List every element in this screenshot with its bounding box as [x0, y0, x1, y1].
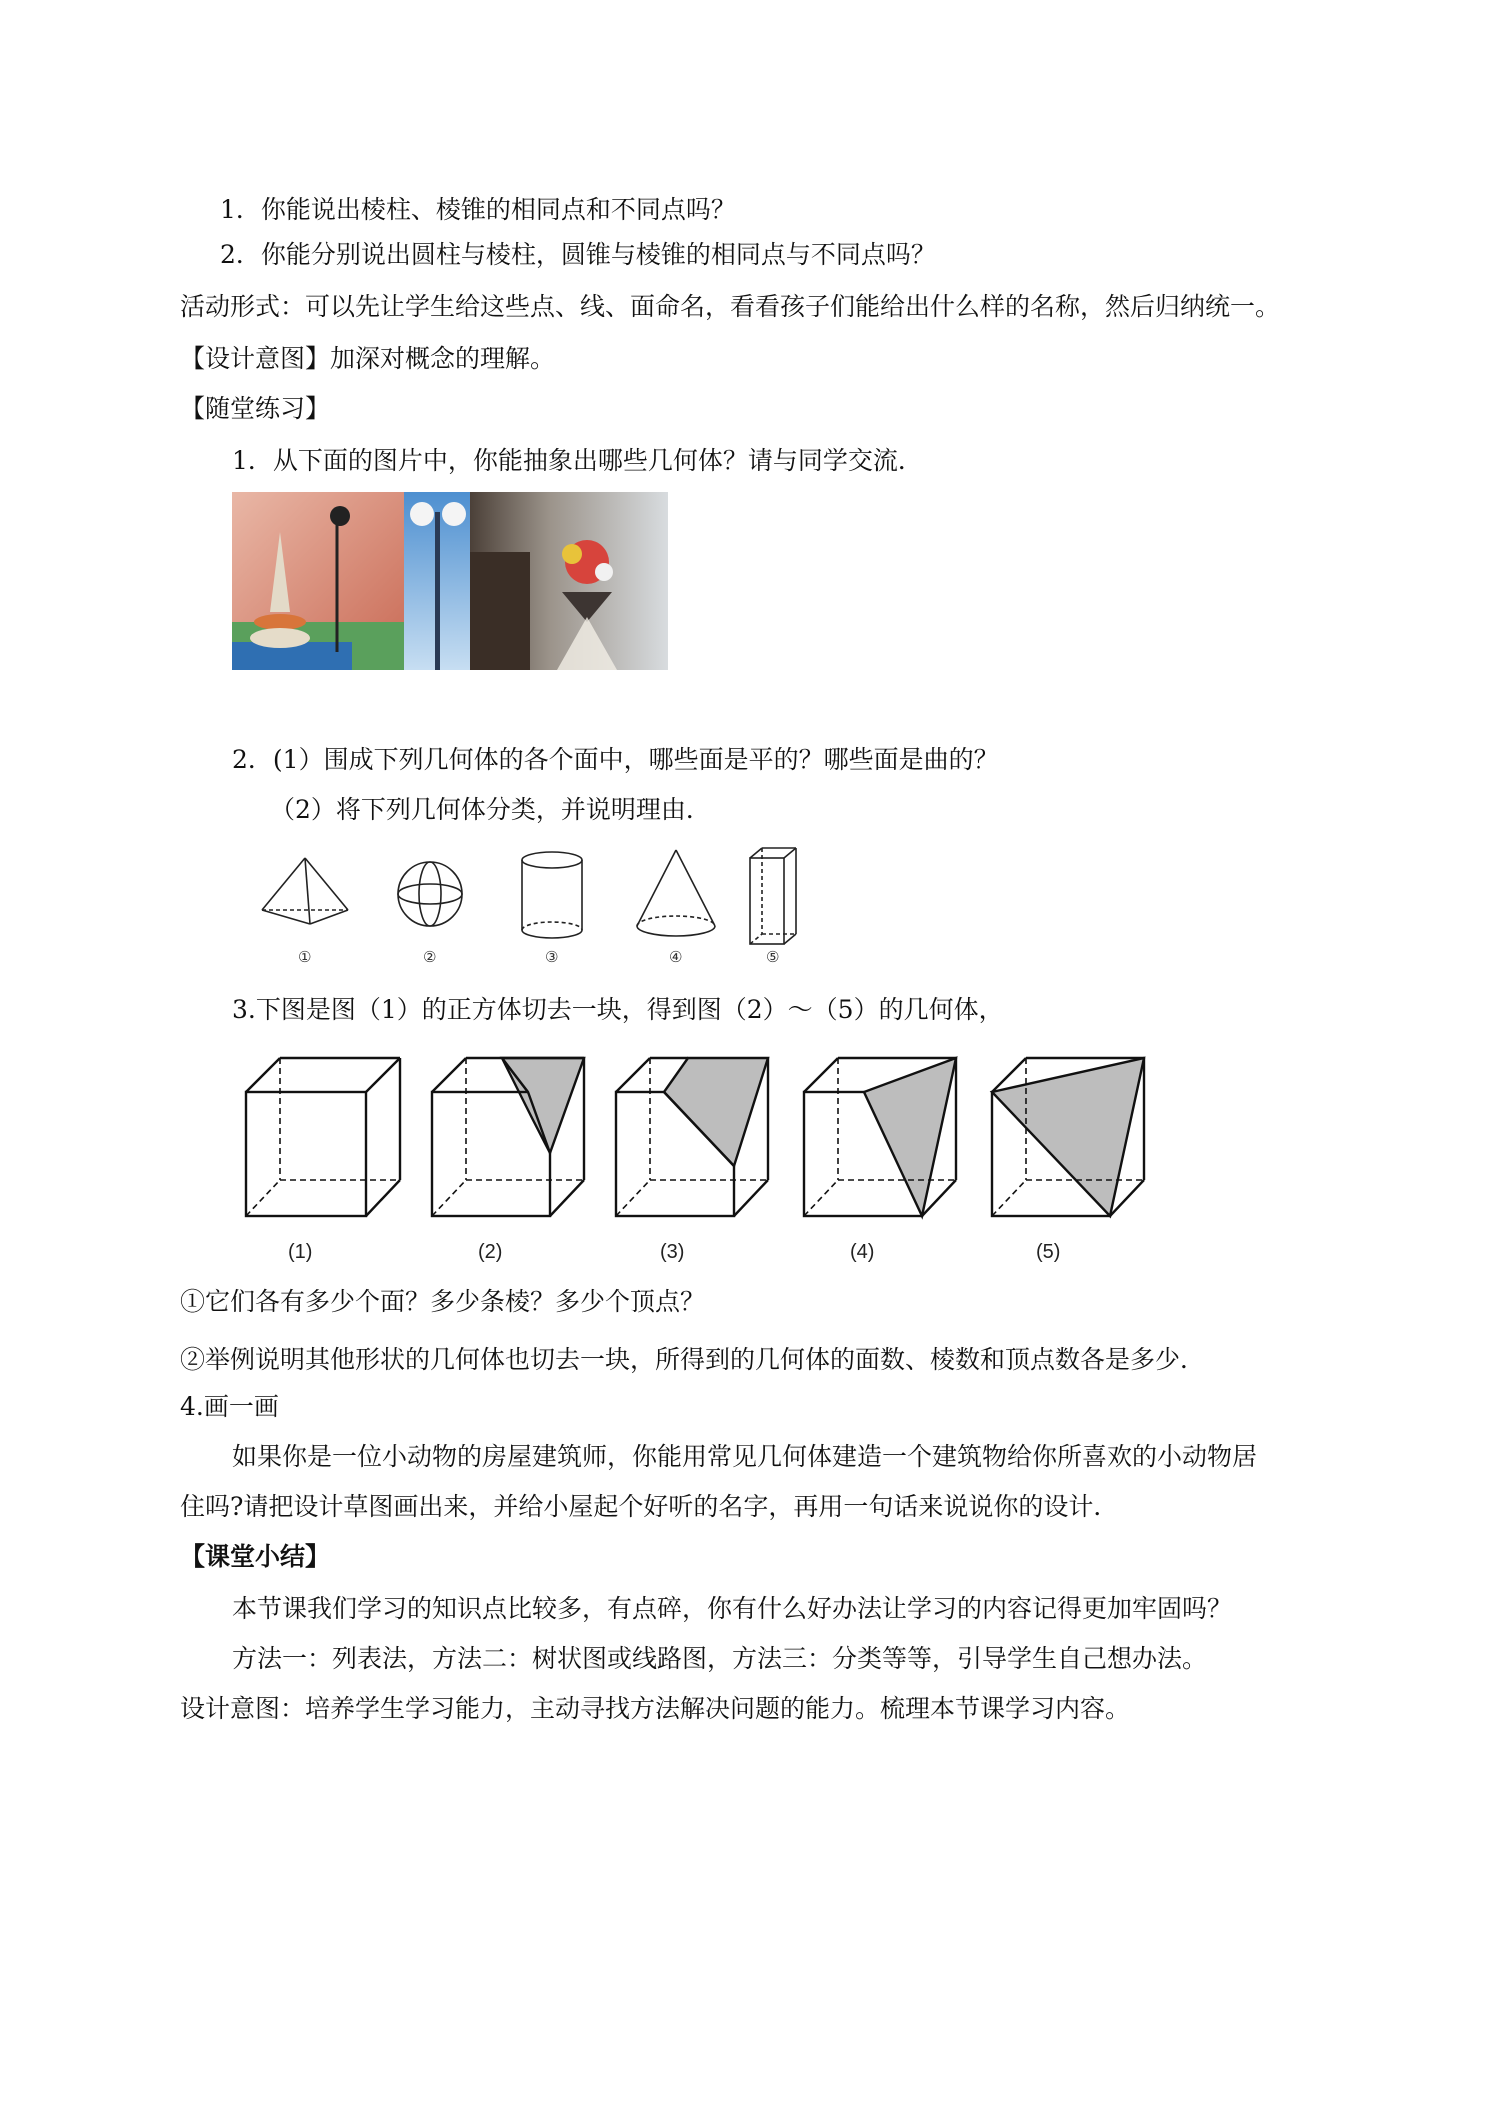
cube-5 — [992, 1058, 1144, 1216]
pyramid-solid — [262, 858, 348, 924]
activity-text: 活动形式：可以先让学生给这些点、线、面命名，看看孩子们能给出什么样的名称，然后归纳统一。 — [180, 292, 1281, 321]
practice-3: 3.下图是图（1）的正方体切去一块，得到图（2）～（5）的几何体， — [232, 995, 1004, 1024]
practice-1: 1．从下面的图片中，你能抽象出哪些几何体？请与同学交流． — [232, 446, 923, 475]
question-2: 2．你能分别说出圆柱与棱柱，圆锥与棱锥的相同点与不同点吗？ — [220, 240, 936, 269]
solid-label-5: ⑤ — [766, 948, 780, 966]
summary-header: 【课堂小结】 — [180, 1542, 331, 1571]
practice-4-title: 4.画一画 — [180, 1392, 279, 1421]
design-intent-1: 【设计意图】加深对概念的理解。 — [180, 344, 556, 373]
cube-label-5: (5) — [1036, 1241, 1061, 1263]
summary-text-1: 本节课我们学习的知识点比较多，有点碎，你有什么好办法让学习的内容记得更加牢固吗？ — [232, 1594, 1233, 1623]
solid-label-3: ③ — [545, 948, 559, 966]
question-1: 1．你能说出棱柱、棱锥的相同点和不同点吗？ — [220, 195, 736, 224]
cube-3 — [616, 1058, 768, 1216]
practice-3-question-2: ②举例说明其他形状的几何体也切去一块，所得到的几何体的面数、棱数和顶点数各是多少． — [180, 1345, 1206, 1374]
sphere-solid — [398, 862, 462, 926]
cone-solid — [637, 850, 715, 936]
cut-cubes-figure — [240, 1048, 1160, 1268]
objects-photo-strip — [232, 492, 668, 670]
cube-label-3: (3) — [660, 1241, 685, 1263]
solid-label-2: ② — [423, 948, 437, 966]
practice-3-question-1: ①它们各有多少个面？多少条棱？多少个顶点？ — [180, 1287, 706, 1316]
cylinder-solid — [522, 852, 582, 938]
solid-label-1: ① — [298, 948, 312, 966]
solids-figure — [250, 838, 810, 968]
practice-header: 【随堂练习】 — [180, 394, 331, 423]
prism-solid — [750, 848, 796, 944]
design-intent-2: 设计意图：培养学生学习能力，主动寻找方法解决问题的能力。梳理本节课学习内容。 — [180, 1694, 1131, 1723]
practice-2-part2: （2）将下列几何体分类，并说明理由． — [270, 795, 711, 824]
cube-2 — [432, 1058, 584, 1216]
practice-2-part1: 2．(1）围成下列几何体的各个面中，哪些面是平的？哪些面是曲的？ — [232, 745, 999, 774]
photo-strip-image — [232, 492, 668, 670]
cube-4 — [804, 1058, 956, 1216]
cube-label-1: (1) — [288, 1241, 313, 1263]
practice-4-text-2: 住吗?请把设计草图画出来，并给小屋起个好听的名字，再用一句话来说说你的设计． — [180, 1492, 1119, 1521]
cube-1 — [246, 1058, 400, 1216]
cube-label-2: (2) — [478, 1241, 503, 1263]
solid-label-4: ④ — [669, 948, 683, 966]
summary-text-2: 方法一：列表法，方法二：树状图或线路图，方法三：分类等等，引导学生自己想办法。 — [232, 1644, 1208, 1673]
cube-label-4: (4) — [850, 1241, 875, 1263]
practice-4-text-1: 如果你是一位小动物的房屋建筑师，你能用常见几何体建造一个建筑物给你所喜欢的小动物居 — [232, 1442, 1258, 1471]
